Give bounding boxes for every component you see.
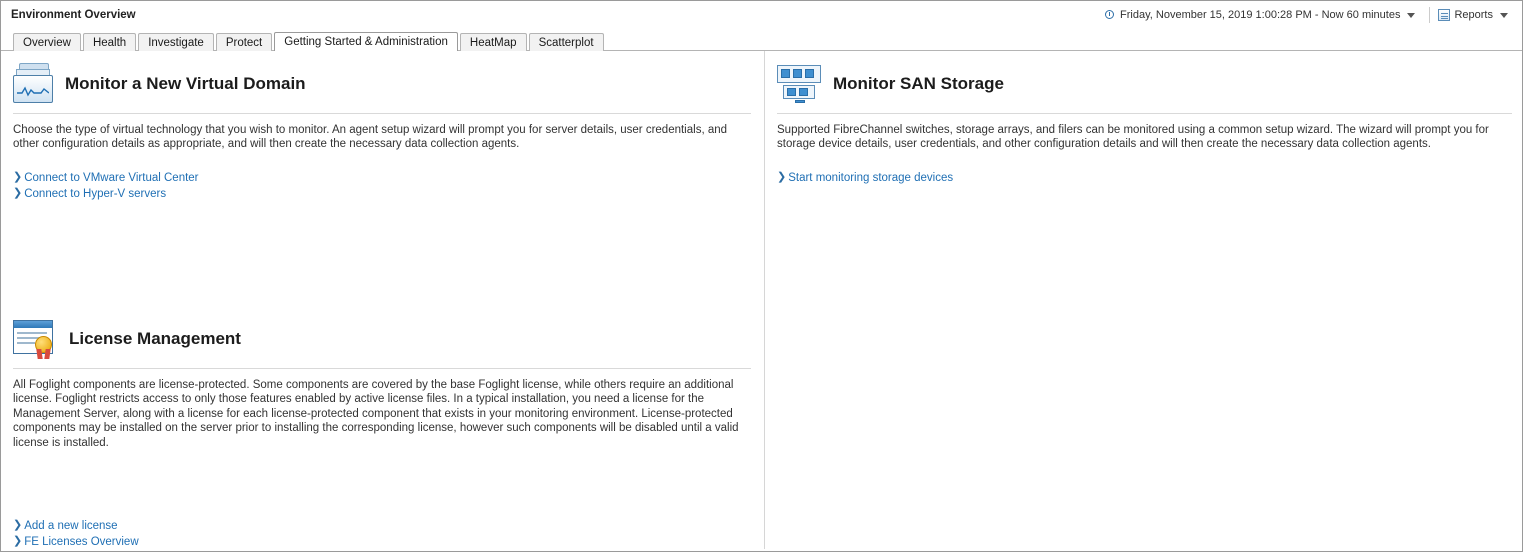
tab-protect[interactable]: Protect bbox=[216, 33, 272, 51]
link-label: FE Licenses Overview bbox=[24, 535, 139, 548]
waveform-icon bbox=[17, 85, 49, 97]
tab-getting-started-administration[interactable]: Getting Started & Administration bbox=[274, 32, 458, 51]
link-connect-hyperv-servers[interactable] bbox=[13, 188, 750, 200]
san-storage-icon bbox=[777, 63, 823, 105]
reports-button[interactable] bbox=[1438, 9, 1514, 21]
panel-header bbox=[777, 63, 1512, 113]
panel-header bbox=[13, 63, 750, 113]
link-label: Start monitoring storage devices bbox=[788, 171, 954, 184]
link-fe-licenses-overview[interactable] bbox=[13, 536, 751, 548]
chevron-right-icon: ❯ bbox=[777, 171, 787, 184]
license-icon bbox=[13, 318, 59, 360]
title-bar-right-tools bbox=[1104, 7, 1514, 23]
panel-title: Monitor a New Virtual Domain bbox=[65, 74, 306, 93]
panel-title: License Management bbox=[69, 329, 241, 348]
divider bbox=[13, 368, 751, 369]
page-title: Environment Overview bbox=[11, 9, 136, 21]
chevron-right-icon: ❯ bbox=[13, 171, 23, 184]
chevron-down-icon[interactable] bbox=[1407, 13, 1415, 18]
panel-description: Supported FibreChannel switches, storage arrays, and filers can be monitored using a common setup wizard. The wizard will prompt you for storage device details, user credentials, and other configuration details and will then create the necessary data collection agents. bbox=[777, 124, 1489, 151]
link-start-monitoring-storage-devices[interactable] bbox=[777, 172, 1512, 184]
right-column bbox=[765, 51, 1525, 549]
chevron-right-icon: ❯ bbox=[13, 535, 23, 548]
chevron-right-icon: ❯ bbox=[13, 187, 23, 200]
tab-heatmap[interactable]: HeatMap bbox=[460, 33, 527, 51]
panel-header bbox=[13, 318, 751, 368]
clock-icon bbox=[1104, 9, 1116, 21]
link-connect-vmware-virtual-center[interactable] bbox=[13, 172, 750, 184]
panel-license-management bbox=[1, 306, 765, 552]
panel-links bbox=[13, 520, 751, 548]
link-add-a-new-license[interactable] bbox=[13, 520, 751, 532]
link-label: Add a new license bbox=[24, 519, 118, 532]
panel-monitor-new-virtual-domain bbox=[1, 51, 764, 200]
virtual-domain-icon bbox=[13, 63, 55, 105]
reports-label: Reports bbox=[1454, 9, 1493, 21]
divider bbox=[1429, 7, 1430, 23]
chevron-right-icon: ❯ bbox=[13, 519, 23, 532]
tab-bar bbox=[1, 30, 1522, 51]
left-column bbox=[1, 51, 765, 549]
time-range-label[interactable]: Friday, November 15, 2019 1:00:28 PM - Now 60 minutes bbox=[1120, 9, 1401, 21]
tab-investigate[interactable]: Investigate bbox=[138, 33, 214, 51]
panel-title: Monitor SAN Storage bbox=[833, 74, 1004, 93]
chevron-down-icon[interactable] bbox=[1500, 13, 1508, 18]
divider bbox=[777, 113, 1512, 114]
report-icon bbox=[1438, 9, 1450, 21]
tab-scatterplot[interactable]: Scatterplot bbox=[529, 33, 604, 51]
content-area bbox=[1, 51, 1522, 549]
link-label: Connect to Hyper-V servers bbox=[24, 187, 167, 200]
panel-description: Choose the type of virtual technology that you wish to monitor. An agent setup wizard will prompt you for server details, user credentials, and other configuration details as appropriate, and will then create the necessary data collection agents. bbox=[13, 124, 728, 151]
panel-description: All Foglight components are license-protected. Some components are covered by the base Foglight license, while others require an additional license. Foglight restricts access to only those features enabled by active license files. In a typical installation, you need a license for the Management Server, along with a license for each license-protected component that exists in your monitoring environment. License-protected components may be installed on the server prior to installing the corresponding license, however such components will be disabled until a valid license is installed. bbox=[13, 379, 739, 449]
panel-links bbox=[777, 172, 1512, 184]
panel-monitor-san-storage bbox=[765, 51, 1525, 184]
title-bar bbox=[1, 1, 1522, 30]
panel-links bbox=[13, 172, 750, 200]
link-label: Connect to VMware Virtual Center bbox=[24, 171, 199, 184]
divider bbox=[13, 113, 751, 114]
tab-health[interactable]: Health bbox=[83, 33, 136, 51]
tab-overview[interactable]: Overview bbox=[13, 33, 81, 51]
